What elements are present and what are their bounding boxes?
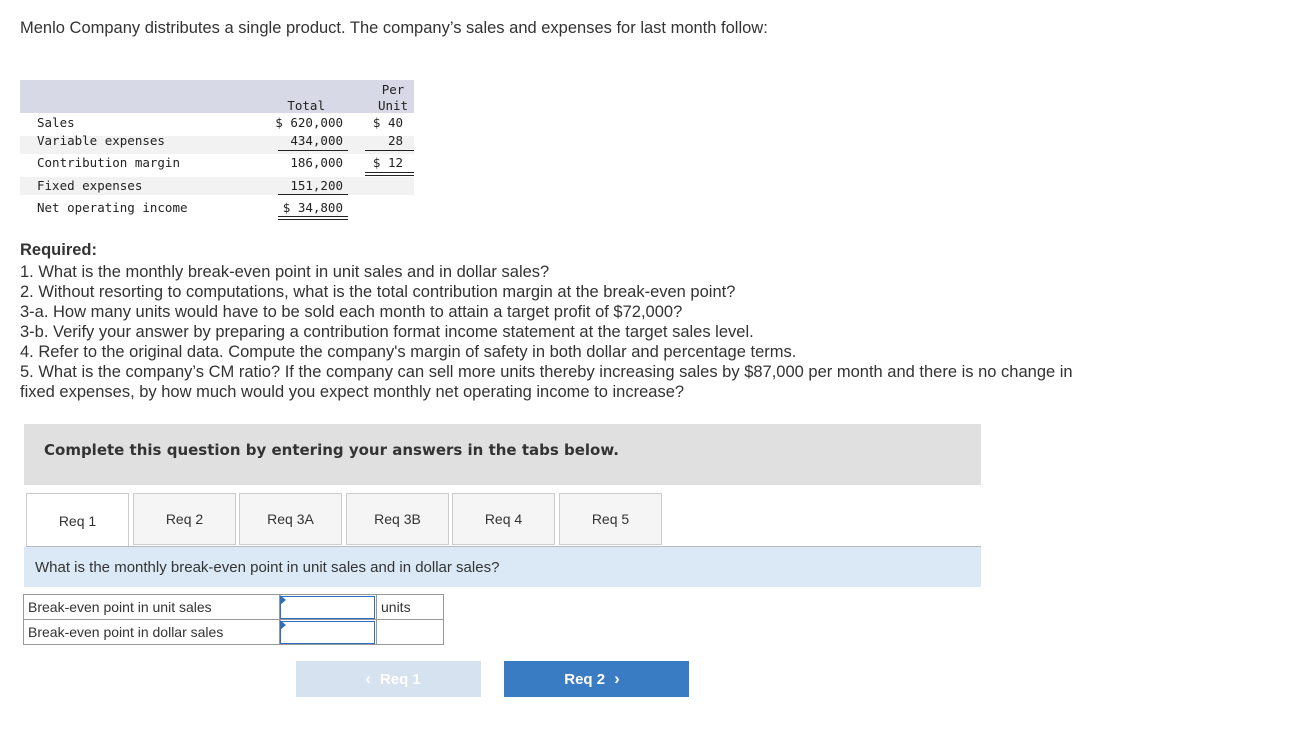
answer-label: Break-even point in dollar sales xyxy=(24,620,280,645)
row-total-noi: $ 34,800 xyxy=(282,200,343,215)
tab-label: Req 3B xyxy=(374,511,421,527)
chevron-left-icon: ‹ xyxy=(365,669,371,688)
instruction-text: Complete this question by entering your answers in the tabs below. xyxy=(44,441,619,459)
double-underline xyxy=(278,219,348,220)
answer-cell xyxy=(280,620,377,645)
answer-unit xyxy=(377,620,444,645)
answer-cell xyxy=(280,595,377,620)
tab-label: Req 4 xyxy=(484,511,523,527)
tab-label: Req 3A xyxy=(267,511,314,527)
row-unit-sales: $ 40 xyxy=(372,115,403,130)
next-button-label: Req 2 xyxy=(564,670,606,688)
tab-req-1[interactable] xyxy=(26,493,129,547)
underline xyxy=(365,150,414,151)
prev-button-label: Req 1 xyxy=(379,670,421,688)
double-underline xyxy=(365,175,414,176)
row-unit-variable: 28 xyxy=(387,133,403,148)
prev-button[interactable] xyxy=(296,661,481,697)
income-statement xyxy=(20,80,414,220)
row-label-variable: Variable expenses xyxy=(37,133,165,148)
answer-table xyxy=(23,594,444,645)
row-label-sales: Sales xyxy=(37,115,75,130)
tab-req-2[interactable] xyxy=(133,493,236,545)
row-label-cm: Contribution margin xyxy=(37,155,180,170)
instruction-banner xyxy=(24,424,981,485)
tab-label: Req 2 xyxy=(165,511,204,527)
required-item: 5. What is the company’s CM ratio? If the company can sell more units thereby increasing sales by $87,000 per month and there is no change in fixed expenses, by how much would you expect monthly net operating income to increase? xyxy=(20,363,1073,401)
problem-intro: Menlo Company distributes a single product. The company’s sales and expenses for last month follow: xyxy=(20,19,768,37)
answer-unit: units xyxy=(377,595,444,620)
underline xyxy=(278,150,348,151)
required-item: 3-b. Verify your answer by preparing a contribution format income statement at the target sales level. xyxy=(20,323,754,341)
header-total: Total xyxy=(287,98,325,113)
required-item: 4. Refer to the original data. Compute the company's margin of safety in both dollar and percentage terms. xyxy=(20,343,797,361)
dollar-sales-input[interactable] xyxy=(280,621,375,644)
input-marker-icon xyxy=(280,620,286,630)
tab-label: Req 1 xyxy=(58,512,97,529)
double-underline xyxy=(278,216,348,217)
row-total-fixed: 151,200 xyxy=(290,178,343,193)
statement-header-band xyxy=(20,80,414,113)
row-total-cm: 186,000 xyxy=(290,155,343,170)
required-item: 2. Without resorting to computations, what is the total contribution margin at the break-even point? xyxy=(20,283,736,301)
question-bar xyxy=(24,547,981,587)
required-list xyxy=(20,262,1100,402)
chevron-right-icon: › xyxy=(614,669,620,688)
answer-row xyxy=(24,595,444,620)
required-heading: Required: xyxy=(20,241,98,259)
tab-req-3b[interactable] xyxy=(346,493,449,545)
row-label-noi: Net operating income xyxy=(37,200,188,215)
row-total-sales: $ 620,000 xyxy=(275,115,343,130)
required-item: 1. What is the monthly break-even point in unit sales and in dollar sales? xyxy=(20,263,550,281)
tab-label: Req 5 xyxy=(591,511,630,527)
row-label-fixed: Fixed expenses xyxy=(37,178,143,193)
row-unit-cm: $ 12 xyxy=(372,155,403,170)
row-total-variable: 434,000 xyxy=(290,133,343,148)
answer-row xyxy=(24,620,444,645)
tab-req-5[interactable] xyxy=(559,493,662,545)
header-unit: Unit xyxy=(377,98,409,113)
header-per: Per xyxy=(381,82,405,97)
unit-sales-input[interactable] xyxy=(280,596,375,619)
tab-req-4[interactable] xyxy=(452,493,555,545)
double-underline xyxy=(365,172,414,173)
next-button[interactable] xyxy=(504,661,689,697)
question-text: What is the monthly break-even point in unit sales and in dollar sales? xyxy=(35,559,500,576)
required-item: 3-a. How many units would have to be sold each month to attain a target profit of $72,000? xyxy=(20,303,683,321)
answer-label: Break-even point in unit sales xyxy=(24,595,280,620)
input-marker-icon xyxy=(280,595,286,605)
underline xyxy=(278,194,348,195)
tab-req-3a[interactable] xyxy=(239,493,342,545)
